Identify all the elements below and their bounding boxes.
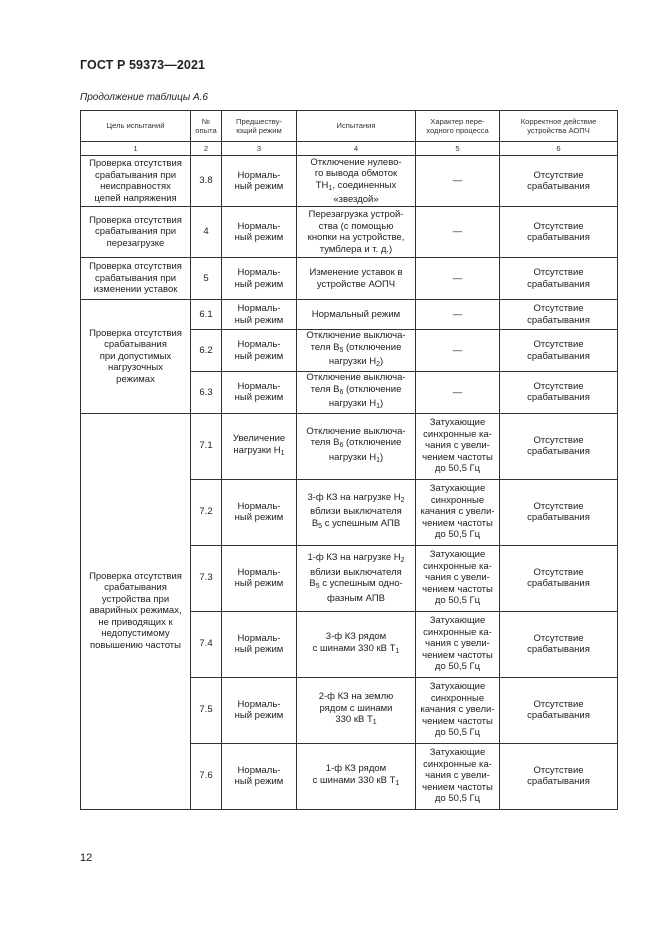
table-caption: Продолжение таблицы А.6 <box>80 92 208 103</box>
test-description-cell: Перезагрузка устрой- ства (с помощью кнопки на устройстве, тумблера и т. д.) <box>297 207 416 258</box>
previous-mode-cell: Увеличение нагрузки $Н_1$ <box>222 413 297 479</box>
previous-mode-cell: Нормаль- ный режим <box>222 258 297 300</box>
purpose-cell: Проверка отсутствия срабатывания при перезагрузке <box>81 207 191 258</box>
test-number-cell: 7.5 <box>191 677 222 743</box>
previous-mode-cell: Нормаль- ный режим <box>222 545 297 611</box>
purpose-cell: Проверка отсутствия срабатывания при изменении уставок <box>81 258 191 300</box>
previous-mode-cell: Нормаль- ный режим <box>222 743 297 809</box>
purpose-cell: Проверка отсутствия срабатывания при неисправностях цепей напряжения <box>81 156 191 207</box>
correct-action-cell: Отсутствие срабатывания <box>500 611 618 677</box>
previous-mode-cell: Нормаль- ный режим <box>222 156 297 207</box>
correct-action-cell: Отсутствие срабатывания <box>500 207 618 258</box>
test-description-cell: 2-ф КЗ на землю рядом с шинами 330 кВ $Т_1$ <box>297 677 416 743</box>
test-number-cell: 5 <box>191 258 222 300</box>
previous-mode-cell: Нормаль- ный режим <box>222 330 297 372</box>
correct-action-cell: Отсутствие срабатывания <box>500 372 618 414</box>
test-number-cell: 6.3 <box>191 372 222 414</box>
column-header-6: Корректное действие устройства АОПЧ <box>500 111 618 142</box>
previous-mode-cell: Нормаль- ный режим <box>222 207 297 258</box>
test-table <box>80 110 618 810</box>
test-number-cell: 6.2 <box>191 330 222 372</box>
column-header-2: № опыта <box>191 111 222 142</box>
transient-cell: — <box>416 300 500 330</box>
transient-cell: — <box>416 372 500 414</box>
previous-mode-cell: Нормаль- ный режим <box>222 372 297 414</box>
test-description-cell: Изменение уставок в устройстве АОПЧ <box>297 258 416 300</box>
previous-mode-cell: Нормаль- ный режим <box>222 300 297 330</box>
column-number-row <box>81 142 618 156</box>
document-title: ГОСТ Р 59373—2021 <box>80 58 206 72</box>
test-number-cell: 7.6 <box>191 743 222 809</box>
table-row <box>81 207 618 258</box>
test-description-cell: 3-ф КЗ на нагрузке $Н_2$ вблизи выключателя $В_5$ с успешным АПВ <box>297 479 416 545</box>
transient-cell: — <box>416 330 500 372</box>
correct-action-cell: Отсутствие срабатывания <box>500 479 618 545</box>
previous-mode-cell: Нормаль- ный режим <box>222 677 297 743</box>
transient-cell: Затухающие синхронные качания с увели- чением частоты до 50,5 Гц <box>416 479 500 545</box>
correct-action-cell: Отсутствие срабатывания <box>500 743 618 809</box>
test-description-cell: 3-ф КЗ рядом с шинами 330 кВ $Т_1$ <box>297 611 416 677</box>
header-row <box>81 111 618 142</box>
test-table-body <box>81 111 618 810</box>
correct-action-cell: Отсутствие срабатывания <box>500 677 618 743</box>
correct-action-cell: Отсутствие срабатывания <box>500 300 618 330</box>
test-description-cell: Отключение выключа- теля $В_5$ (отключение нагрузки $Н_2$) <box>297 330 416 372</box>
test-number-cell: 4 <box>191 207 222 258</box>
column-header-1: Цель испытаний <box>81 111 191 142</box>
column-number-6: 6 <box>500 142 618 156</box>
column-header-5: Характер пере- ходного процесса <box>416 111 500 142</box>
test-number-cell: 7.3 <box>191 545 222 611</box>
transient-cell: — <box>416 156 500 207</box>
transient-cell: Затухающие синхронные ка- чания с увели- чением частоты до 50,5 Гц <box>416 545 500 611</box>
correct-action-cell: Отсутствие срабатывания <box>500 545 618 611</box>
table-row <box>81 258 618 300</box>
page-number: 12 <box>80 852 93 864</box>
test-description-cell: Отключение нулево- го вывода обмоток $ТН_1$, соединенных «звездой» <box>297 156 416 207</box>
test-number-cell: 3.8 <box>191 156 222 207</box>
correct-action-cell: Отсутствие срабатывания <box>500 330 618 372</box>
column-number-5: 5 <box>416 142 500 156</box>
table-row <box>81 413 618 479</box>
transient-cell: Затухающие синхронные ка- чания с увели- чением частоты до 50,5 Гц <box>416 413 500 479</box>
transient-cell: Затухающие синхронные ка- чания с увели- чением частоты до 50,5 Гц <box>416 743 500 809</box>
column-number-2: 2 <box>191 142 222 156</box>
transient-cell: — <box>416 207 500 258</box>
column-number-4: 4 <box>297 142 416 156</box>
transient-cell: — <box>416 258 500 300</box>
table-row <box>81 156 618 207</box>
correct-action-cell: Отсутствие срабатывания <box>500 413 618 479</box>
test-number-cell: 7.2 <box>191 479 222 545</box>
previous-mode-cell: Нормаль- ный режим <box>222 611 297 677</box>
column-number-3: 3 <box>222 142 297 156</box>
test-description-cell: Отключение выключа- теля $В_6$ (отключение нагрузки $Н_1$) <box>297 372 416 414</box>
column-header-4: Испытания <box>297 111 416 142</box>
transient-cell: Затухающие синхронные качания с увели- чением частоты до 50,5 Гц <box>416 677 500 743</box>
test-description-cell: 1-ф КЗ на нагрузке $Н_2$ вблизи выключателя $В_5$ с успешным одно- фазным АПВ <box>297 545 416 611</box>
test-number-cell: 6.1 <box>191 300 222 330</box>
column-header-3: Предшеству- ющий режим <box>222 111 297 142</box>
purpose-cell: Проверка отсутствия срабатывания при допустимых нагрузочных режимах <box>81 300 191 414</box>
column-number-1: 1 <box>81 142 191 156</box>
correct-action-cell: Отсутствие срабатывания <box>500 258 618 300</box>
table-row <box>81 300 618 330</box>
correct-action-cell: Отсутствие срабатывания <box>500 156 618 207</box>
transient-cell: Затухающие синхронные ка- чания с увели- чением частоты до 50,5 Гц <box>416 611 500 677</box>
test-number-cell: 7.4 <box>191 611 222 677</box>
purpose-cell: Проверка отсутствия срабатывания устройства при аварийных режимах, не приводящих к недопустимому повышению частоты <box>81 413 191 809</box>
test-description-cell: Отключение выключа- теля $В_6$ (отключение нагрузки $Н_1$) <box>297 413 416 479</box>
test-description-cell: Нормальный режим <box>297 300 416 330</box>
test-number-cell: 7.1 <box>191 413 222 479</box>
previous-mode-cell: Нормаль- ный режим <box>222 479 297 545</box>
test-description-cell: 1-ф КЗ рядом с шинами 330 кВ $Т_1$ <box>297 743 416 809</box>
